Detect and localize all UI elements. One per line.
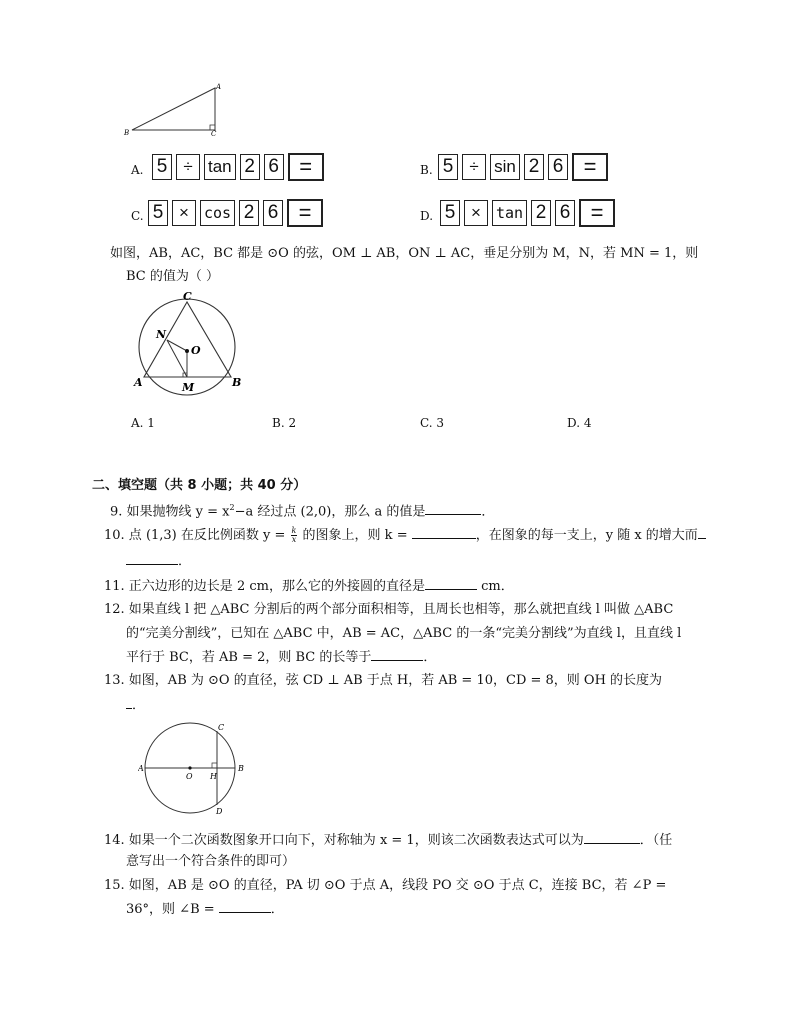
q15-answer-blank[interactable] xyxy=(219,900,271,913)
key-tan: tan xyxy=(492,200,527,226)
key-equals: = xyxy=(287,199,323,227)
q8-label-M: M xyxy=(182,381,195,394)
key-2: 2 xyxy=(239,200,259,226)
q12-stem-line2: 的“完美分割线”，已知在 △ABC 中，AB = AC，△ABC 的一条“完美分割线”为直线 l，且直线 l xyxy=(126,626,682,641)
section-title-fill-in: 二、填空题（共 8 小题；共 40 分） xyxy=(92,478,307,493)
key-2: 2 xyxy=(524,154,544,180)
q13-label-C: C xyxy=(218,723,225,732)
q10-trend-blank-start[interactable] xyxy=(698,526,706,539)
q14-line1-end: ．（任 xyxy=(639,833,673,848)
q10-trend-blank[interactable] xyxy=(126,552,178,565)
q15-stem-line2 xyxy=(126,900,284,919)
q9-text-before: 9. 如果抛物线 y = x xyxy=(110,504,230,520)
q8-label-N: N xyxy=(156,328,167,341)
q13-label-A: A xyxy=(138,764,144,773)
q8-label-A: A xyxy=(134,376,143,389)
q7-option-a-label: A. xyxy=(131,163,144,177)
q11-stem xyxy=(104,577,514,596)
q10-fraction xyxy=(291,527,298,544)
q15-end: ． xyxy=(270,902,284,917)
q10-text-after: ，在图象的每一支上，y 随 x 的增大而 xyxy=(475,528,698,543)
key-2: 2 xyxy=(240,154,260,180)
q12-stem-line3 xyxy=(126,648,436,667)
q9-stem xyxy=(110,499,494,521)
q7-label-C: C xyxy=(211,130,217,138)
key-multiply: × xyxy=(172,200,196,226)
q8-stem-line1: 如图，AB，AC，BC 都是 ⊙O 的弦，OM ⊥ AB，ON ⊥ AC，垂足分别为 M，N，若 MN = 1，则 xyxy=(110,246,699,261)
q11-answer-blank[interactable] xyxy=(425,577,477,590)
q7-label-B: B xyxy=(124,129,130,137)
key-6: 6 xyxy=(263,200,283,226)
q8-option-a: A. 1 xyxy=(131,416,155,430)
q10-stem-line2 xyxy=(126,552,191,571)
q7-option-d-keys xyxy=(440,199,619,227)
q10-stem-line1 xyxy=(104,526,706,545)
key-5: 5 xyxy=(438,154,458,180)
q9-answer-blank[interactable] xyxy=(425,502,481,515)
q14-line1-before: 14. 如果一个二次函数图象开口向下，对称轴为 x = 1，则该二次函数表达式可以为 xyxy=(104,833,584,848)
q13-end: ． xyxy=(132,698,146,713)
q7-option-b-keys xyxy=(438,153,612,181)
q13-label-B: B xyxy=(238,764,244,773)
q7-option-c-keys xyxy=(148,199,327,227)
key-tan: tan xyxy=(204,154,236,180)
q11-text-after: cm． xyxy=(476,579,514,594)
key-divide: ÷ xyxy=(462,154,486,180)
q12-answer-blank[interactable] xyxy=(371,648,423,661)
q13-circle-figure xyxy=(138,718,254,818)
q11-text-before: 11. 正六边形的边长是 2 cm，那么它的外接圆的直径是 xyxy=(104,579,425,594)
q7-option-c-label: C. xyxy=(131,209,144,223)
q9-end: ． xyxy=(481,504,495,520)
key-6: 6 xyxy=(548,154,568,180)
q8-circle-figure xyxy=(130,290,250,400)
q13-label-O: O xyxy=(186,772,193,781)
key-sin: sin xyxy=(490,154,520,180)
q8-option-d: D. 4 xyxy=(567,416,592,430)
key-5: 5 xyxy=(440,200,460,226)
key-equals: = xyxy=(572,153,608,181)
q14-stem-line1 xyxy=(104,831,672,850)
q7-triangle-figure xyxy=(120,80,230,140)
q10-text-before: 10. 点 (1,3) 在反比例函数 y = xyxy=(104,528,286,543)
key-equals: = xyxy=(579,199,615,227)
key-5: 5 xyxy=(152,154,172,180)
q10-k-blank[interactable] xyxy=(412,526,476,539)
q14-stem-line2: 意写出一个符合条件的即可） xyxy=(126,854,296,869)
q8-label-B: B xyxy=(232,376,242,389)
q12-stem-line1: 12. 如果直线 l 把 △ABC 分割后的两个部分面积相等，且周长也相等，那么就把直线 l 叫做 △ABC xyxy=(104,602,674,617)
key-2: 2 xyxy=(531,200,551,226)
q8-label-C: C xyxy=(183,290,192,303)
q10-end: ． xyxy=(178,554,192,569)
q13-label-D: D xyxy=(216,807,223,816)
q8-label-O: O xyxy=(191,344,201,357)
key-6: 6 xyxy=(264,154,284,180)
q13-label-H: H xyxy=(210,772,217,781)
q7-label-A: A xyxy=(216,83,222,91)
key-divide: ÷ xyxy=(176,154,200,180)
q7-option-a-keys xyxy=(152,153,328,181)
q12-line3-before: 平行于 BC，若 AB = 2，则 BC 的长等于 xyxy=(126,650,372,665)
key-5: 5 xyxy=(148,200,168,226)
q9-exponent: 2 xyxy=(229,503,235,512)
q10-text-mid: 的图象上，则 k = xyxy=(302,528,412,543)
q12-end: ． xyxy=(423,650,437,665)
q15-line2-before: 36°，则 ∠B = xyxy=(126,902,219,917)
q13-stem-line1: 13. 如图，AB 为 ⊙O 的直径，弦 CD ⊥ AB 于点 H，若 AB = 10，CD = 8，则 OH 的长度为 xyxy=(104,673,663,688)
key-6: 6 xyxy=(555,200,575,226)
q14-answer-blank[interactable] xyxy=(584,831,640,844)
q9-text-after: −a 经过点 (2,0)，那么 a 的值是 xyxy=(234,504,426,520)
key-cos: cos xyxy=(200,200,235,226)
q7-option-d-label: D. xyxy=(420,209,434,223)
key-equals: = xyxy=(288,153,324,181)
q10-frac-den: x xyxy=(291,535,297,544)
q8-option-b: B. 2 xyxy=(272,416,297,430)
q8-option-c: C. 3 xyxy=(420,416,445,430)
q15-stem-line1: 15. 如图，AB 是 ⊙O 的直径，PA 切 ⊙O 于点 A，线段 PO 交 ⊙O 于点 C，连接 BC，若 ∠P = xyxy=(104,878,667,893)
q10-frac-num: k xyxy=(291,526,297,535)
q8-stem-line2: BC 的值为（ ） xyxy=(126,269,220,284)
q7-option-b-label: B. xyxy=(420,163,433,177)
key-multiply: × xyxy=(464,200,488,226)
q13-stem-line2 xyxy=(126,696,145,715)
